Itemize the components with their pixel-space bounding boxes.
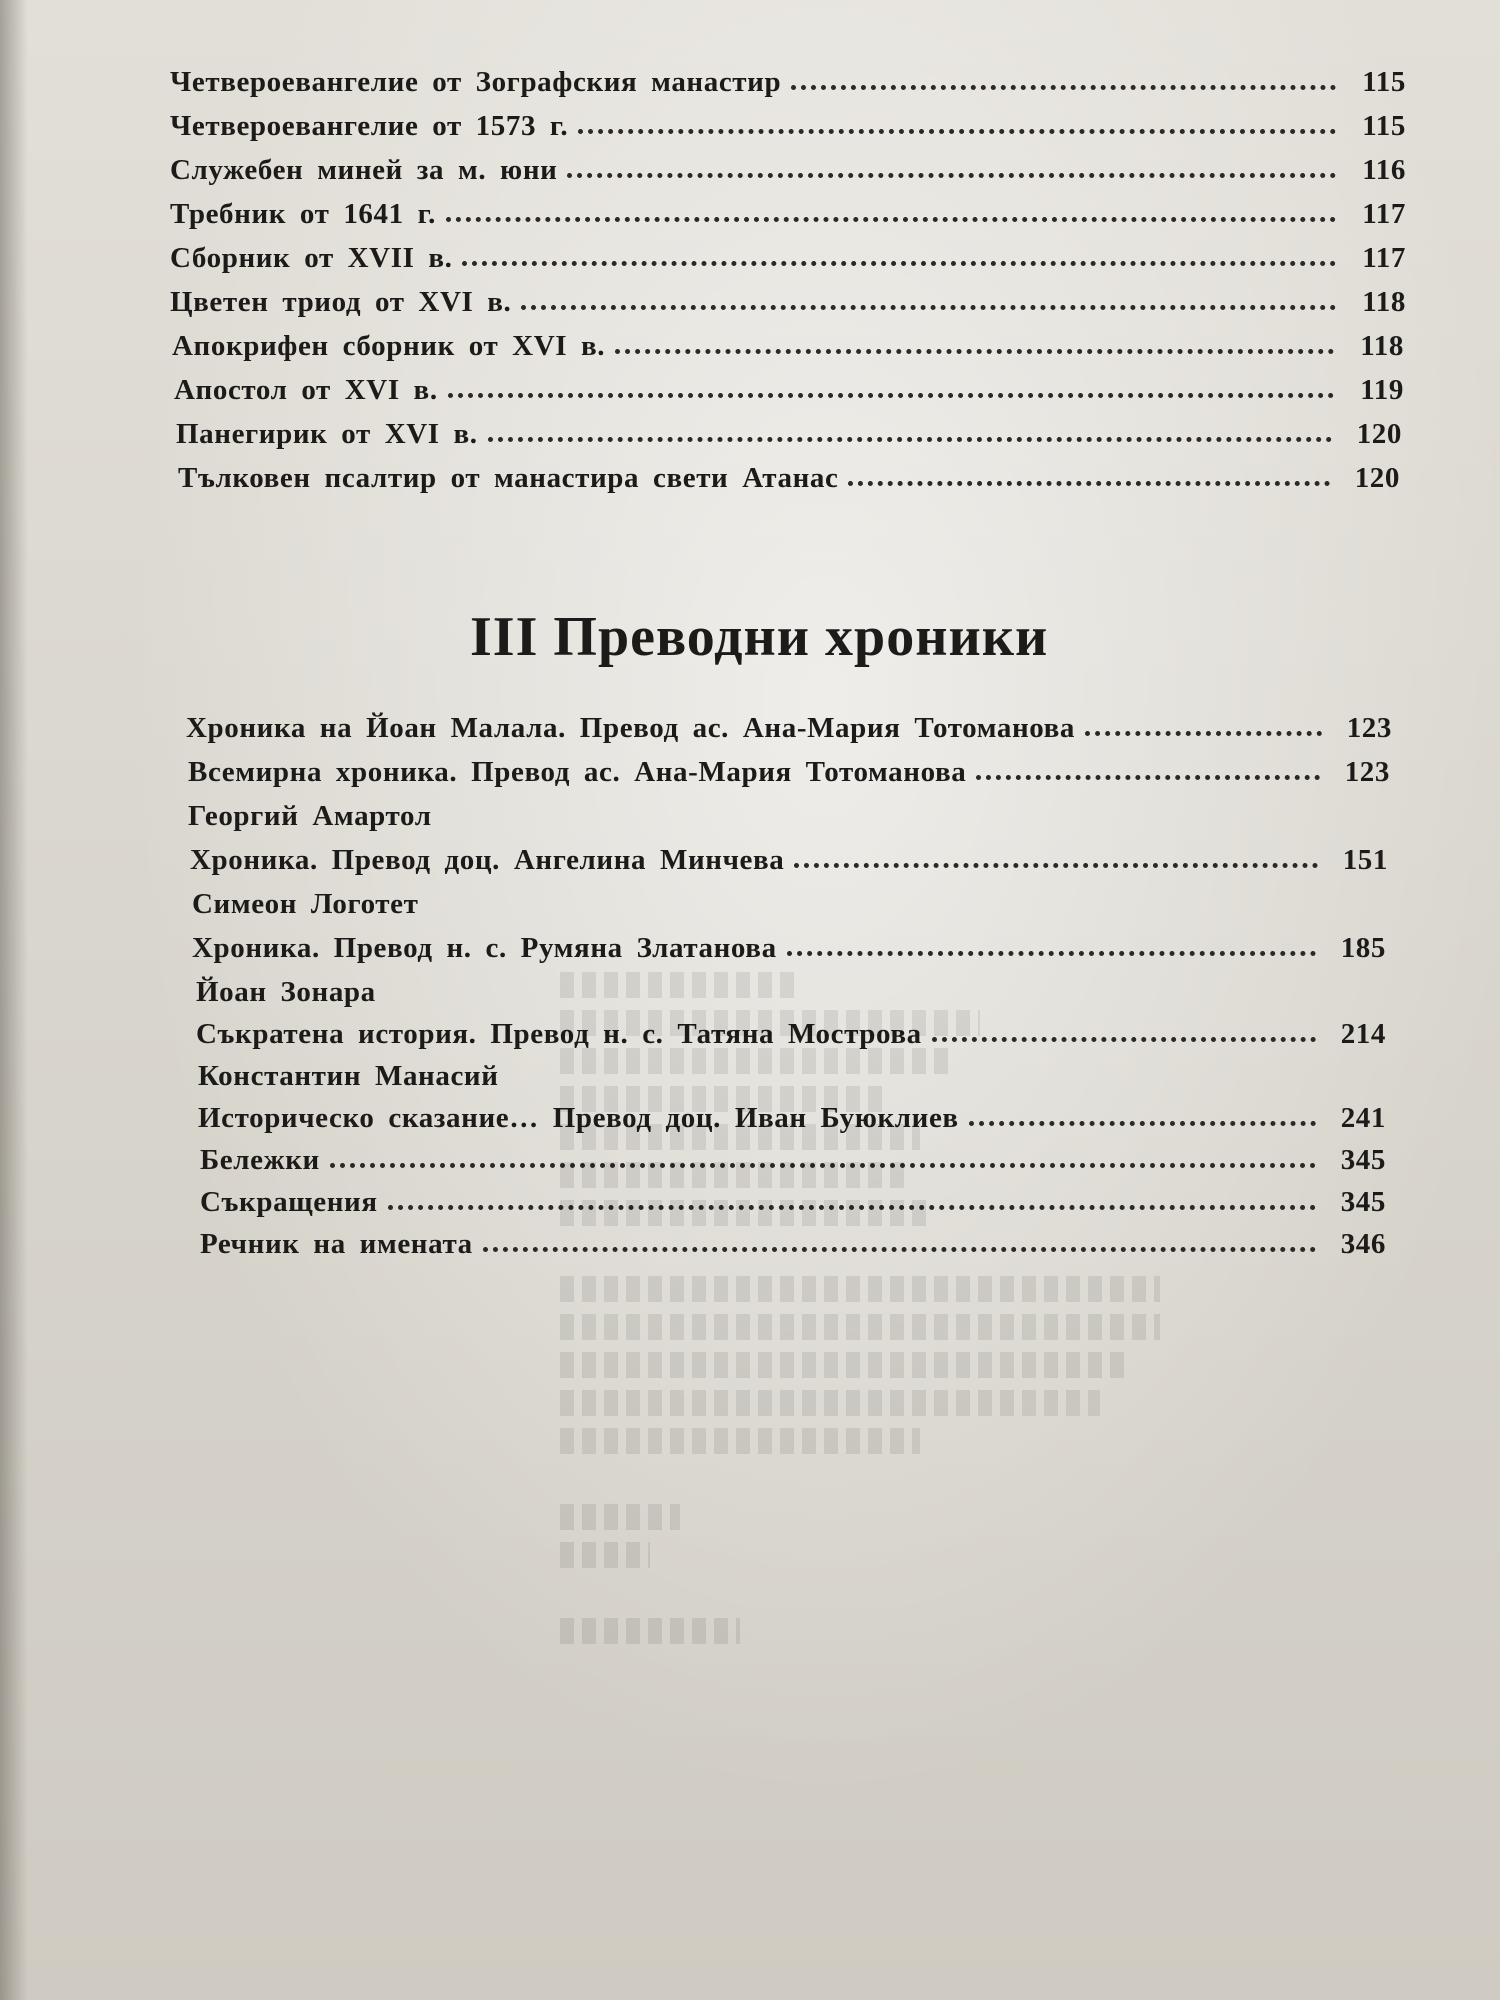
dot-leader xyxy=(483,1239,1316,1252)
toc-entry xyxy=(192,932,1386,965)
toc-entry-title: Бележки xyxy=(200,1144,320,1176)
toc-page-number: 345 xyxy=(1340,1144,1386,1176)
section-heading: III Преводни хроники xyxy=(470,606,1049,668)
toc-entry-title: Всемирна хроника. Превод ас. Ана-Мария Тотоманова xyxy=(188,756,967,788)
dot-leader xyxy=(932,1029,1316,1042)
toc-page-number: 120 xyxy=(1354,462,1400,494)
toc-page-number: 120 xyxy=(1356,418,1402,450)
dot-leader xyxy=(446,209,1336,222)
gutter-shadow xyxy=(0,0,28,2000)
toc-entry-title: Цветен триод от XVI в. xyxy=(170,286,512,318)
toc-entry xyxy=(170,154,1406,187)
toc-entry xyxy=(170,286,1406,319)
author-heading: Симеон Логотет xyxy=(192,888,419,920)
dot-leader xyxy=(791,77,1336,90)
dot-leader xyxy=(1085,723,1322,736)
toc-entry-title: Хроника. Превод доц. Ангелина Минчева xyxy=(190,844,785,876)
toc-entry xyxy=(170,198,1406,231)
toc-page-number: 116 xyxy=(1362,154,1406,186)
dot-leader xyxy=(448,385,1334,398)
toc-entry-title: Речник на имената xyxy=(200,1228,473,1260)
author-heading: Георгий Амартол xyxy=(188,800,432,832)
toc-entry xyxy=(170,242,1406,275)
toc-page-number: 115 xyxy=(1362,110,1406,142)
toc-entry xyxy=(190,844,1388,877)
toc-entry xyxy=(170,110,1406,143)
toc-entry xyxy=(196,1018,1386,1051)
toc-page-number: 346 xyxy=(1340,1228,1386,1260)
toc-entry-title: Хроника. Превод н. с. Румяна Златанова xyxy=(192,932,777,964)
toc-entry xyxy=(188,756,1390,789)
toc-entry-title: Служебен миней за м. юни xyxy=(170,154,558,186)
toc-entry xyxy=(198,1102,1386,1135)
toc-page-number: 119 xyxy=(1360,374,1404,406)
toc-page-number: 118 xyxy=(1362,286,1406,318)
dot-leader xyxy=(787,943,1316,956)
toc-entry xyxy=(186,712,1392,745)
toc-entry xyxy=(200,1144,1386,1177)
dot-leader xyxy=(567,165,1336,178)
toc-entry-title: Требник от 1641 г. xyxy=(170,198,436,230)
toc-page-number: 185 xyxy=(1340,932,1386,964)
toc-page-number: 345 xyxy=(1340,1186,1386,1218)
dot-leader xyxy=(521,297,1336,310)
toc-entry-title: Съкращения xyxy=(200,1186,378,1218)
toc-page-number: 118 xyxy=(1360,330,1404,362)
dot-leader xyxy=(969,1113,1316,1126)
toc-entry-title: Четвероевангелие от 1573 г. xyxy=(170,110,569,142)
toc-entry xyxy=(172,330,1404,363)
dot-leader xyxy=(578,121,1336,134)
toc-entry-title: Сборник от XVII в. xyxy=(170,242,453,274)
toc-entry xyxy=(178,462,1400,495)
toc-page-number: 117 xyxy=(1362,198,1406,230)
toc-page-number: 241 xyxy=(1340,1102,1386,1134)
toc-entry xyxy=(170,66,1406,99)
dot-leader xyxy=(462,253,1336,266)
dot-leader xyxy=(330,1155,1316,1168)
toc-page-number: 214 xyxy=(1340,1018,1386,1050)
author-heading: Йоан Зонара xyxy=(196,976,376,1008)
dot-leader xyxy=(388,1197,1316,1210)
dot-leader xyxy=(976,767,1320,780)
author-heading: Константин Манасий xyxy=(198,1060,499,1092)
toc-page-number: 123 xyxy=(1346,712,1392,744)
toc-entry-title: Апокрифен сборник от XVI в. xyxy=(172,330,606,362)
toc-entry-title: Съкратена история. Превод н. с. Татяна Мострова xyxy=(196,1018,922,1050)
toc-page-number: 123 xyxy=(1344,756,1390,788)
toc-entry xyxy=(174,374,1404,407)
toc-entry-title: Хроника на Йоан Малала. Превод ас. Ана-Мария Тотоманова xyxy=(186,712,1076,744)
dot-leader xyxy=(794,855,1318,868)
toc-entry xyxy=(200,1186,1386,1219)
dot-leader xyxy=(848,473,1330,486)
reverse-side-show-through xyxy=(560,960,1160,1860)
toc-entry-title: Четвероевангелие от Зографския манастир xyxy=(170,66,782,98)
toc-entry-title: Апостол от XVI в. xyxy=(174,374,438,406)
toc-entry-title: Панегирик от XVI в. xyxy=(176,418,478,450)
toc-page-number: 151 xyxy=(1342,844,1388,876)
dot-leader xyxy=(615,341,1334,354)
toc-entry xyxy=(200,1228,1386,1261)
toc-page-number: 115 xyxy=(1362,66,1406,98)
toc-entry-title: Историческо сказание… Превод доц. Иван Буюклиев xyxy=(198,1102,959,1134)
toc-page-number: 117 xyxy=(1362,242,1406,274)
dot-leader xyxy=(488,429,1332,442)
toc-entry xyxy=(176,418,1402,451)
toc-entry-title: Тълковен псалтир от манастира свети Атанас xyxy=(178,462,839,494)
